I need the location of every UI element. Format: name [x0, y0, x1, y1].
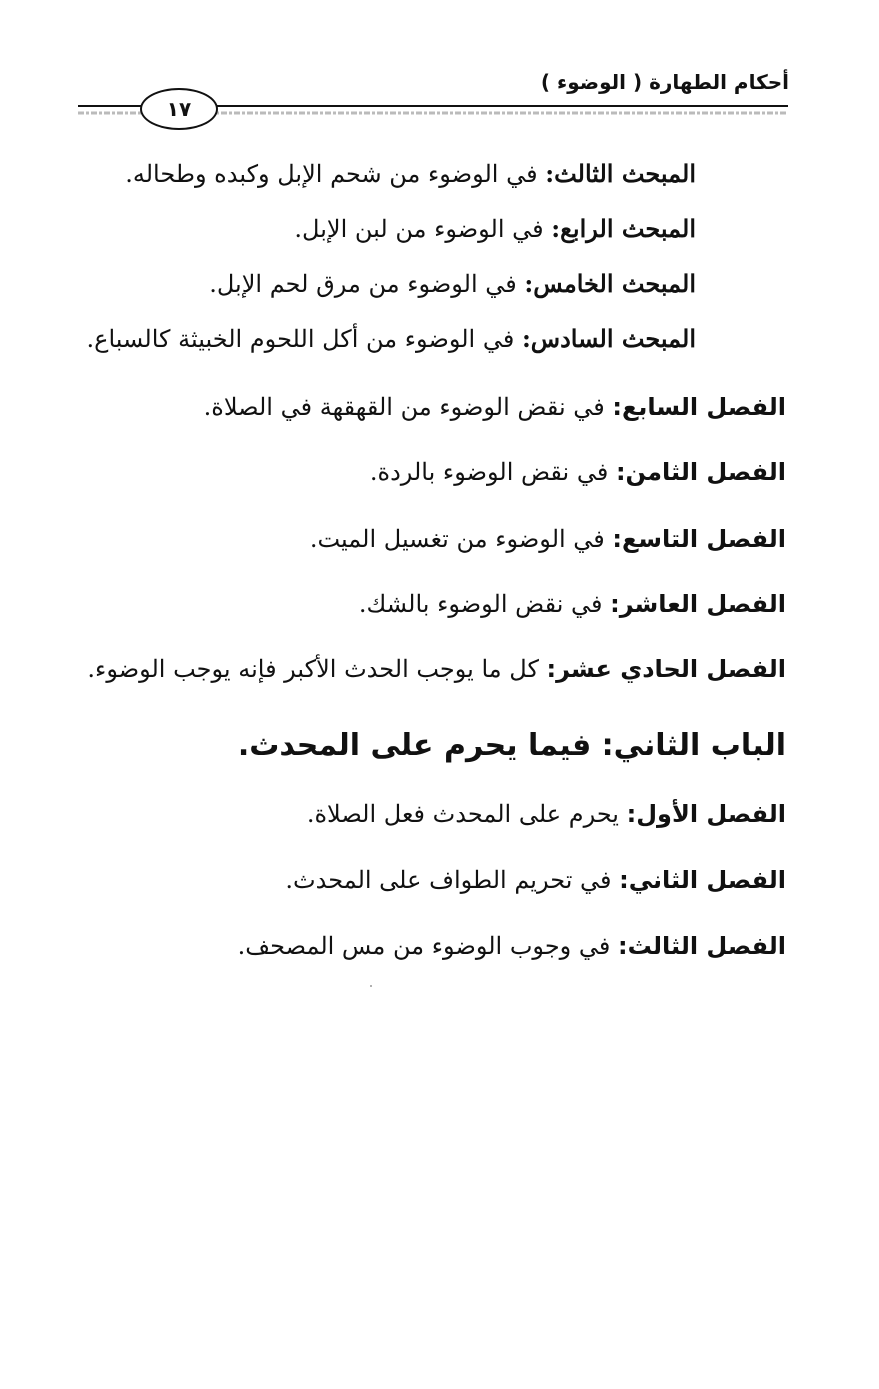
chapter-label: الفصل الثاني:	[619, 866, 786, 894]
sub-section-text: في الوضوء من لبن الإبل.	[294, 215, 552, 243]
sub-section-label: المبحث السادس:	[521, 324, 696, 353]
sub-section-label: المبحث الخامس:	[524, 269, 696, 298]
chapter-text: في نقض الوضوء بالردة.	[369, 458, 616, 486]
page-number: ١٧	[140, 88, 218, 130]
chapter-text: في نقض الوضوء بالشك.	[358, 590, 611, 618]
sub-section-text: في الوضوء من مرق لحم الإبل.	[209, 270, 525, 298]
running-title: أحكام الطهارة ( الوضوء )	[540, 70, 789, 94]
chapter-label: الفصل التاسع:	[612, 525, 786, 553]
ink-speck	[370, 985, 372, 987]
sub-section-label: المبحث الرابع:	[551, 214, 696, 243]
chapter-line	[307, 800, 786, 829]
sub-section-line	[294, 215, 696, 244]
section-heading-label: الباب الثاني:	[601, 728, 786, 763]
chapter-label: الفصل الحادي عشر:	[546, 655, 786, 683]
chapter-text: في تحريم الطواف على المحدث.	[285, 866, 620, 894]
section-heading-text: فيما يحرم على المحدث.	[237, 728, 602, 763]
sub-section-label: المبحث الثالث:	[545, 159, 696, 188]
chapter-line	[238, 932, 786, 961]
chapter-line	[204, 393, 786, 422]
chapter-line	[310, 525, 786, 554]
chapter-line	[87, 655, 786, 684]
chapter-text: في نقض الوضوء من القهقهة في الصلاة.	[203, 393, 613, 421]
section-heading	[238, 728, 786, 764]
chapter-line	[359, 590, 786, 619]
sub-section-line	[87, 325, 696, 354]
chapter-line	[370, 458, 786, 487]
sub-section-line	[125, 160, 696, 189]
chapter-label: الفصل الثامن:	[615, 458, 786, 486]
chapter-line	[285, 866, 786, 895]
sub-section-text: في الوضوء من شحم الإبل وكبده وطحاله.	[125, 160, 546, 188]
chapter-text: كل ما يوجب الحدث الأكبر فإنه يوجب الوضوء.	[87, 655, 547, 683]
chapter-label: الفصل العاشر:	[610, 590, 786, 618]
chapter-label: الفصل الأول:	[626, 800, 786, 828]
chapter-label: الفصل السابع:	[612, 393, 786, 421]
sub-section-text: في الوضوء من أكل اللحوم الخبيثة كالسباع.	[86, 325, 522, 353]
chapter-text: يحرم على المحدث فعل الصلاة.	[306, 800, 627, 828]
chapter-text: في الوضوء من تغسيل الميت.	[309, 525, 613, 553]
chapter-text: في وجوب الوضوء من مس المصحف.	[237, 932, 618, 960]
sub-section-line	[209, 270, 696, 299]
chapter-label: الفصل الثالث:	[618, 932, 786, 960]
